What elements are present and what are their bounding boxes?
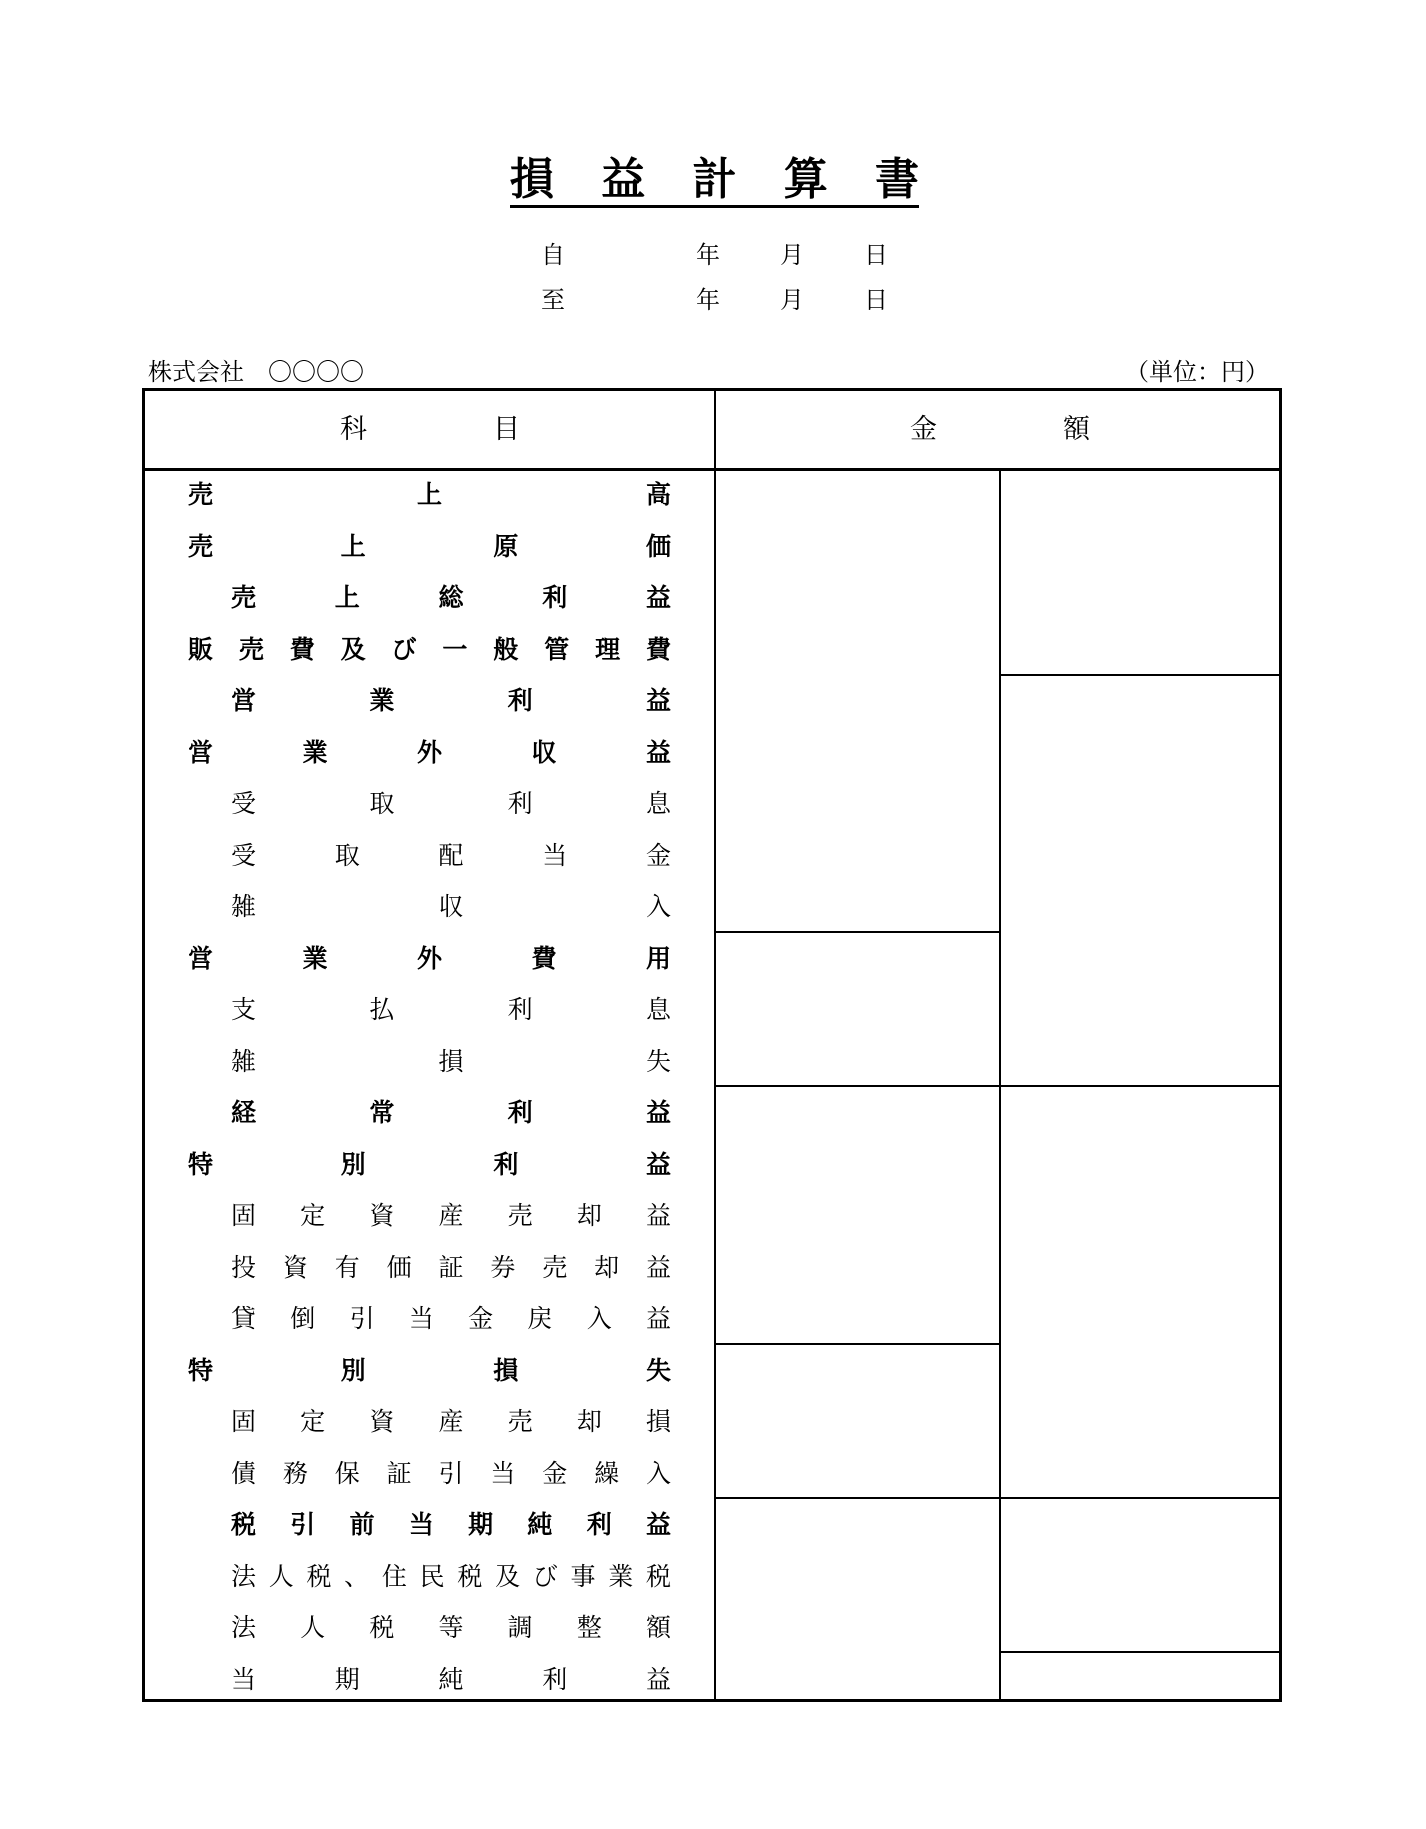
amount-column-divider xyxy=(999,469,1001,1699)
table-row-label: 売上原価 xyxy=(188,531,671,561)
table-row-label: 税引前当期純利益 xyxy=(231,1510,671,1539)
table-row-label: 売上高 xyxy=(188,480,671,509)
amount-cell-divider xyxy=(714,1343,1000,1345)
period-to-month: 月 xyxy=(780,286,804,314)
table-row-label: 営業外収益 xyxy=(188,737,671,767)
table-row-label: 受取配当金 xyxy=(231,840,671,870)
amount-cell-divider xyxy=(999,1497,1279,1499)
table-row-label: 債務保証引当金繰入 xyxy=(231,1458,671,1488)
amount-cell-divider xyxy=(999,1085,1279,1087)
table-row-label: 受取利息 xyxy=(231,789,671,818)
table-row-label: 固定資産売却益 xyxy=(231,1201,671,1230)
table-row-label: 雑損失 xyxy=(231,1046,671,1076)
income-statement-table xyxy=(142,388,1282,1702)
column-divider xyxy=(714,391,716,1699)
company-name: 株式会社 〇〇〇〇 xyxy=(148,358,364,386)
amount-cell-divider xyxy=(714,1085,1000,1087)
table-row-label: 特別損失 xyxy=(188,1355,671,1385)
table-row-label: 固定資産売却損 xyxy=(231,1407,671,1436)
table-row-label: 投資有価証券売却益 xyxy=(231,1252,671,1282)
table-row-label: 売上総利益 xyxy=(231,583,671,612)
table-row-label: 経常利益 xyxy=(231,1098,671,1127)
unit-label: （単位：円） xyxy=(1125,358,1269,386)
table-row-label: 営業利益 xyxy=(231,686,671,715)
period-from-month: 月 xyxy=(780,241,804,269)
table-row-label: 特別利益 xyxy=(188,1149,671,1179)
amount-cell-divider xyxy=(999,674,1279,676)
period-to-day: 日 xyxy=(864,286,888,314)
period-to-year: 年 xyxy=(696,286,720,314)
amount-cell-divider xyxy=(714,931,1000,933)
table-row-label: 当期純利益 xyxy=(231,1664,671,1694)
header-amount: 金額 xyxy=(910,414,1090,445)
table-row-label: 雑収入 xyxy=(231,892,671,921)
table-row-label: 法人税、住民税及び事業税 xyxy=(231,1561,671,1591)
table-row-label: 貸倒引当金戻入益 xyxy=(231,1304,671,1333)
amount-cell-divider xyxy=(999,1651,1279,1653)
period-from-day: 日 xyxy=(864,241,888,269)
table-row-label: 営業外費用 xyxy=(188,943,671,973)
period-from-label: 自 xyxy=(541,241,565,269)
table-row-label: 販売費及び一般管理費 xyxy=(188,634,671,664)
table-row-label: 支払利息 xyxy=(231,995,671,1024)
amount-cell-divider xyxy=(714,1497,1000,1499)
table-row-label: 法人税等調整額 xyxy=(231,1613,671,1642)
page-title: 損益計算書 xyxy=(510,155,919,208)
period-to-label: 至 xyxy=(541,286,565,314)
period-from-year: 年 xyxy=(696,241,720,269)
header-subject: 科目 xyxy=(340,414,520,445)
